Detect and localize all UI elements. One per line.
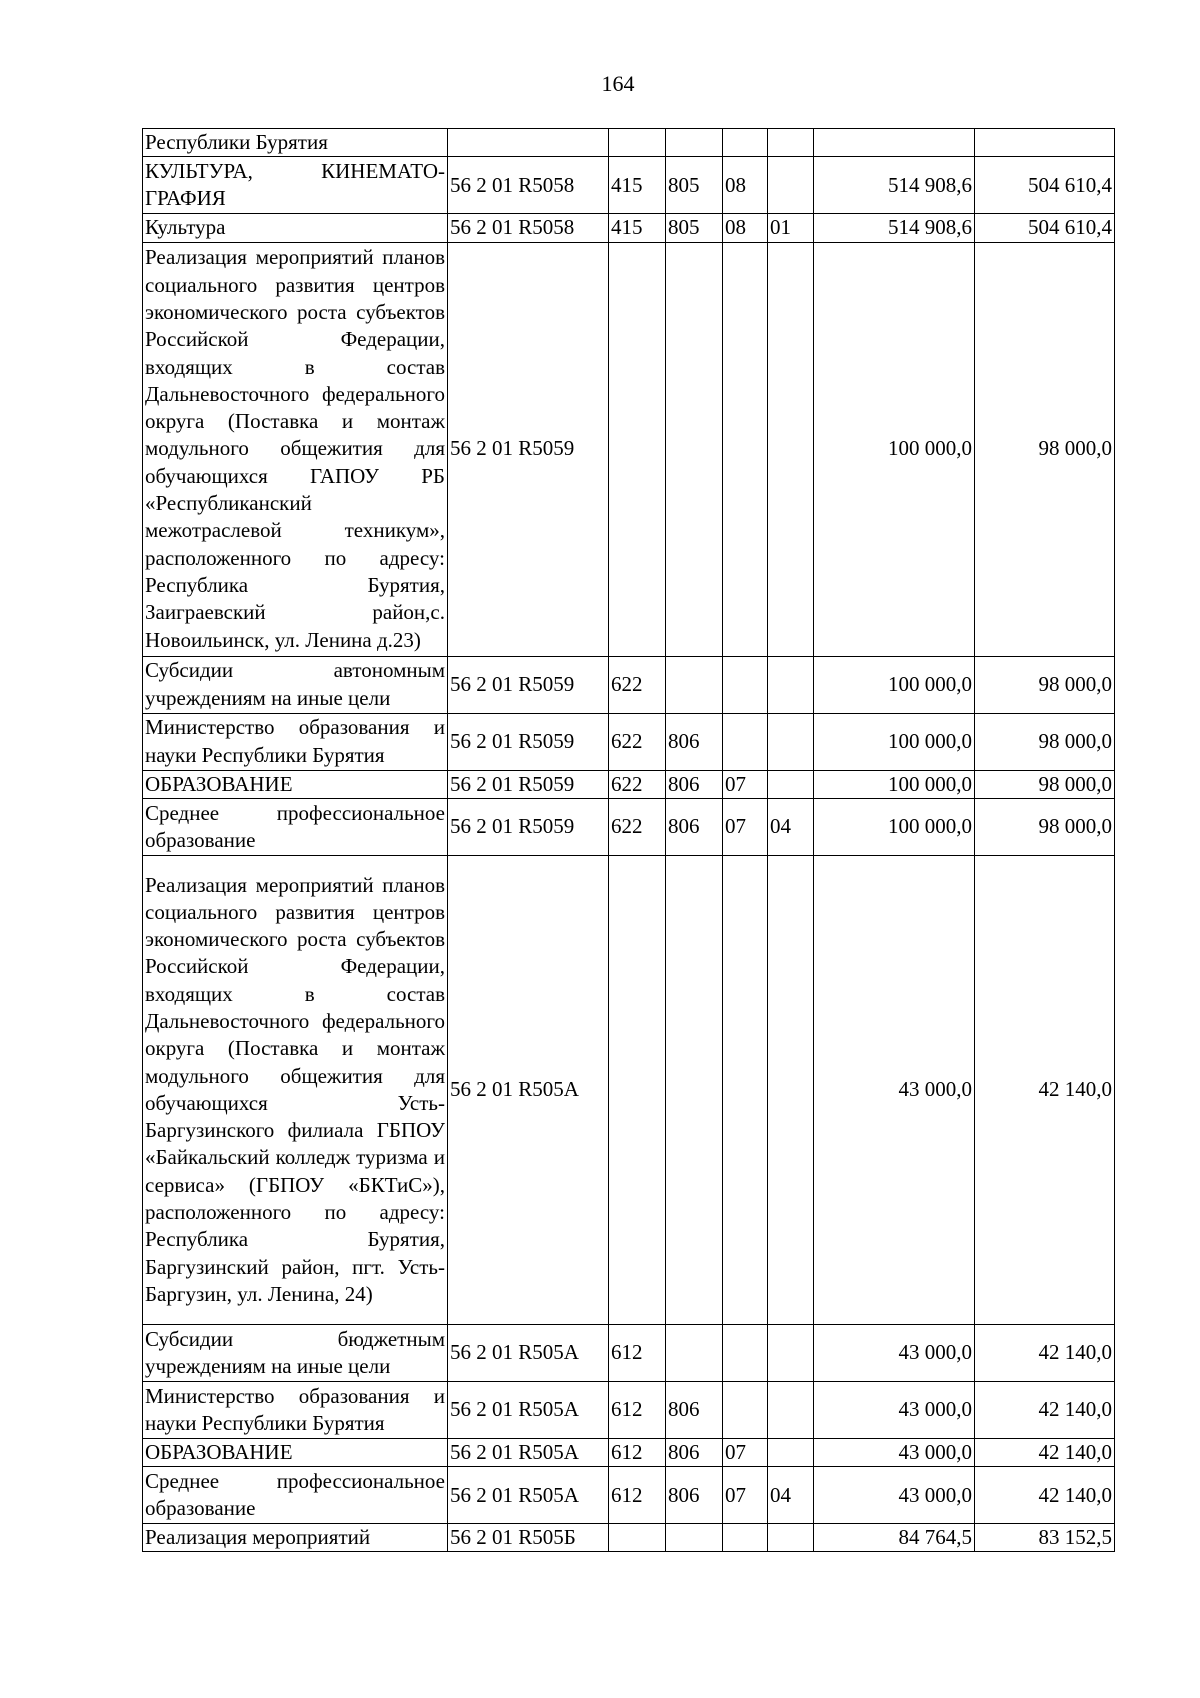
subsection-code	[768, 242, 814, 656]
administrator-code: 806	[666, 713, 723, 770]
subsection-code	[768, 770, 814, 798]
table-row	[143, 855, 1115, 1324]
row-name: Культура	[143, 214, 448, 242]
section-code	[723, 129, 768, 157]
expense-type-code	[609, 129, 666, 157]
administrator-code	[666, 855, 723, 1324]
row-name: Республики Бурятия	[143, 129, 448, 157]
subsection-code: 04	[768, 1467, 814, 1524]
amount-second-year: 42 140,0	[975, 1324, 1115, 1381]
section-code: 07	[723, 1467, 768, 1524]
row-name: Реализация мероприятий планов социального развития центров экономического роста субъектов Российской Федерации, входящих в состав Дальневосточного федерального округа (Поставка и монтаж модульного общежития для обучающихся ГАПОУ РБ «Республиканский межотраслевой техникум», расположенного по адресу: Республика Бурятия, Заиграевский район,с. Новоильинск, ул. Ленина д.23)	[143, 242, 448, 656]
amount-second-year: 42 140,0	[975, 1467, 1115, 1524]
table-row	[143, 798, 1115, 855]
subsection-code	[768, 1438, 814, 1466]
table-row	[143, 1524, 1115, 1552]
target-article-code: 56 2 01 R5058	[448, 214, 609, 242]
subsection-code	[768, 713, 814, 770]
table-row	[143, 129, 1115, 157]
expense-type-code	[609, 855, 666, 1324]
expense-type-code: 415	[609, 157, 666, 214]
subsection-code	[768, 157, 814, 214]
amount-second-year: 98 000,0	[975, 713, 1115, 770]
administrator-code: 806	[666, 1381, 723, 1438]
amount-first-year: 514 908,6	[814, 157, 975, 214]
table-row	[143, 770, 1115, 798]
subsection-code: 04	[768, 798, 814, 855]
section-code	[723, 1324, 768, 1381]
subsection-code	[768, 656, 814, 713]
amount-second-year: 42 140,0	[975, 855, 1115, 1324]
table-row	[143, 656, 1115, 713]
expense-type-code: 622	[609, 713, 666, 770]
target-article-code: 56 2 01 R5059	[448, 656, 609, 713]
administrator-code: 806	[666, 1438, 723, 1466]
target-article-code: 56 2 01 R505A	[448, 1438, 609, 1466]
amount-first-year: 100 000,0	[814, 713, 975, 770]
expense-type-code: 612	[609, 1467, 666, 1524]
target-article-code: 56 2 01 R505A	[448, 1381, 609, 1438]
subsection-code	[768, 129, 814, 157]
amount-second-year: 504 610,4	[975, 157, 1115, 214]
row-name: Субсидии бюджетным учреждениям на иные цели	[143, 1324, 448, 1381]
target-article-code: 56 2 01 R5058	[448, 157, 609, 214]
amount-second-year: 98 000,0	[975, 242, 1115, 656]
row-name: Министерство образования и науки Республики Бурятия	[143, 1381, 448, 1438]
row-name: Субсидии автономным учреждениям на иные цели	[143, 656, 448, 713]
amount-first-year: 84 764,5	[814, 1524, 975, 1552]
amount-second-year: 42 140,0	[975, 1438, 1115, 1466]
administrator-code: 806	[666, 770, 723, 798]
administrator-code	[666, 656, 723, 713]
target-article-code: 56 2 01 R5059	[448, 713, 609, 770]
table-row	[143, 1438, 1115, 1466]
expense-type-code: 612	[609, 1438, 666, 1466]
amount-second-year: 98 000,0	[975, 656, 1115, 713]
expense-type-code: 612	[609, 1324, 666, 1381]
target-article-code: 56 2 01 R5059	[448, 798, 609, 855]
target-article-code: 56 2 01 R505Б	[448, 1524, 609, 1552]
row-name: ОБРАЗОВАНИЕ	[143, 770, 448, 798]
table-row	[143, 1324, 1115, 1381]
amount-first-year: 43 000,0	[814, 855, 975, 1324]
target-article-code: 56 2 01 R5059	[448, 242, 609, 656]
section-code: 07	[723, 770, 768, 798]
table-row	[143, 713, 1115, 770]
section-code	[723, 713, 768, 770]
section-code: 07	[723, 1438, 768, 1466]
subsection-code	[768, 855, 814, 1324]
row-name: ОБРАЗОВАНИЕ	[143, 1438, 448, 1466]
target-article-code	[448, 129, 609, 157]
table-row	[143, 157, 1115, 214]
budget-table	[142, 128, 1115, 1552]
subsection-code: 01	[768, 214, 814, 242]
table-row	[143, 1381, 1115, 1438]
row-name: Министерство образования и науки Республики Бурятия	[143, 713, 448, 770]
section-code	[723, 242, 768, 656]
table-row	[143, 214, 1115, 242]
administrator-code: 806	[666, 1467, 723, 1524]
budget-table-body	[143, 129, 1115, 1552]
page-number: 164	[601, 71, 635, 96]
amount-first-year: 43 000,0	[814, 1438, 975, 1466]
administrator-code	[666, 1324, 723, 1381]
expense-type-code: 415	[609, 214, 666, 242]
administrator-code: 805	[666, 157, 723, 214]
administrator-code: 806	[666, 798, 723, 855]
table-row	[143, 242, 1115, 656]
expense-type-code: 622	[609, 770, 666, 798]
amount-first-year: 43 000,0	[814, 1324, 975, 1381]
row-name: Реализация мероприятий планов социального развития центров экономического роста субъектов Российской Федерации, входящих в состав Дальневосточного федерального округа (Поставка и монтаж модульного общежития для обучающихся Усть-Баргузинского филиала ГБПОУ «Байкальский колледж туризма и сервиса» (ГБПОУ «БКТиС»), расположенного по адресу: Республика Бурятия, Баргузинский район, пгт. Усть-Баргузин, ул. Ленина, 24)	[143, 855, 448, 1324]
expense-type-code: 612	[609, 1381, 666, 1438]
amount-first-year: 100 000,0	[814, 242, 975, 656]
target-article-code: 56 2 01 R5059	[448, 770, 609, 798]
expense-type-code: 622	[609, 656, 666, 713]
section-code	[723, 1381, 768, 1438]
subsection-code	[768, 1524, 814, 1552]
amount-first-year: 100 000,0	[814, 770, 975, 798]
row-name: Среднее профессиональное образование	[143, 1467, 448, 1524]
section-code: 08	[723, 214, 768, 242]
subsection-code	[768, 1324, 814, 1381]
table-row	[143, 1467, 1115, 1524]
amount-first-year: 43 000,0	[814, 1467, 975, 1524]
section-code	[723, 1524, 768, 1552]
target-article-code: 56 2 01 R505A	[448, 855, 609, 1324]
amount-second-year: 98 000,0	[975, 770, 1115, 798]
expense-type-code: 622	[609, 798, 666, 855]
target-article-code: 56 2 01 R505A	[448, 1324, 609, 1381]
amount-first-year	[814, 129, 975, 157]
subsection-code	[768, 1381, 814, 1438]
administrator-code	[666, 242, 723, 656]
amount-first-year: 43 000,0	[814, 1381, 975, 1438]
section-code: 07	[723, 798, 768, 855]
section-code	[723, 855, 768, 1324]
expense-type-code	[609, 242, 666, 656]
amount-second-year: 42 140,0	[975, 1381, 1115, 1438]
amount-first-year: 100 000,0	[814, 656, 975, 713]
amount-second-year	[975, 129, 1115, 157]
administrator-code	[666, 129, 723, 157]
row-name: Среднее профессиональное образование	[143, 798, 448, 855]
section-code: 08	[723, 157, 768, 214]
target-article-code: 56 2 01 R505A	[448, 1467, 609, 1524]
section-code	[723, 656, 768, 713]
row-name: КУЛЬТУРА, КИНЕМАТО-ГРАФИЯ	[143, 157, 448, 214]
administrator-code: 805	[666, 214, 723, 242]
expense-type-code	[609, 1524, 666, 1552]
amount-second-year: 83 152,5	[975, 1524, 1115, 1552]
amount-first-year: 514 908,6	[814, 214, 975, 242]
amount-second-year: 98 000,0	[975, 798, 1115, 855]
row-name: Реализация мероприятий	[143, 1524, 448, 1552]
administrator-code	[666, 1524, 723, 1552]
amount-first-year: 100 000,0	[814, 798, 975, 855]
amount-second-year: 504 610,4	[975, 214, 1115, 242]
